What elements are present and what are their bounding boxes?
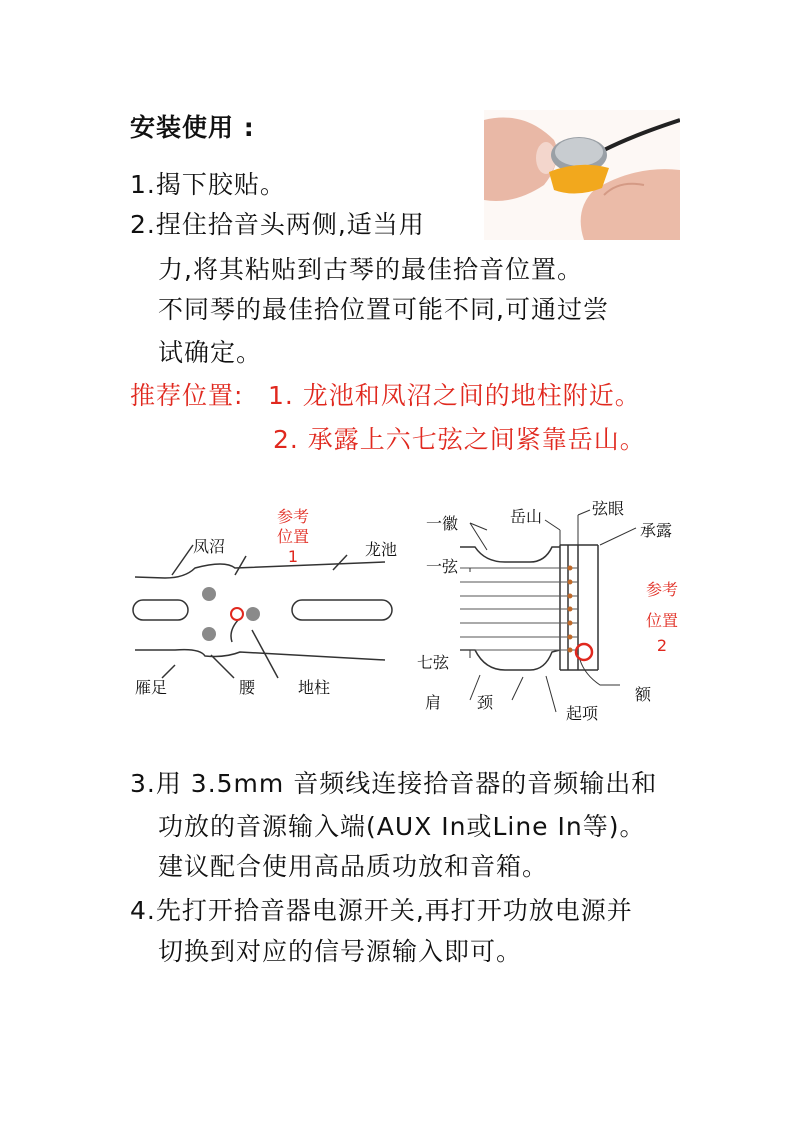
step-2-line-2: 力,将其粘贴到古琴的最佳拾音位置。: [158, 255, 583, 284]
label-ref2-a: 参考: [645, 580, 678, 599]
step-3-line-2: 功放的音源输入端(AUX In或Line In等)。: [158, 812, 646, 841]
step-2-line-3: 不同琴的最佳拾位置可能不同,可通过尝: [158, 295, 609, 324]
label-yihui: 一徽: [426, 514, 459, 533]
label-e: 额: [635, 685, 652, 704]
label-xianyan: 弦眼: [592, 499, 625, 518]
guqin-bottom-view: [133, 545, 392, 678]
guqin-head-view: [460, 545, 598, 670]
step-4-line-2: 切换到对应的信号源输入即可。: [158, 937, 523, 966]
recommend-label: 推荐位置:: [130, 381, 244, 410]
section-heading: 安装使用 :: [130, 113, 255, 142]
step-4-line-1: 4.先打开拾音器电源开关,再打开功放电源并: [130, 896, 633, 925]
step-2-line-1: 2.捏住拾音头两侧,适当用: [130, 210, 425, 239]
recommend-1: 1. 龙池和凤沼之间的地柱附近。: [268, 381, 641, 410]
step-3-line-1: 3.用 3.5mm 音频线连接拾音器的音频输出和: [130, 769, 658, 798]
guqin-diagram: [0, 490, 811, 740]
label-qixiang: 起项: [566, 704, 599, 723]
label-qixian: 七弦: [417, 653, 450, 672]
dizhu-pillar: [246, 607, 260, 621]
label-longchi: 龙池: [365, 540, 398, 559]
label-ref1-a: 参考: [276, 507, 309, 526]
label-jing: 颈: [477, 693, 494, 712]
label-yixian: 一弦: [426, 557, 459, 576]
yanzu-foot-top: [202, 587, 216, 601]
label-yao: 腰: [239, 678, 256, 697]
step-1: 1.揭下胶贴。: [130, 170, 286, 199]
pickup-photo: [484, 110, 680, 240]
label-jian: 肩: [425, 693, 442, 712]
label-yueshan: 岳山: [510, 507, 543, 526]
label-dizhu: 地柱: [298, 678, 331, 697]
label-ref2-c: 2: [656, 636, 668, 655]
step-2-line-4: 试确定。: [158, 338, 263, 367]
step-3-line-3: 建议配合使用高品质功放和音箱。: [158, 852, 549, 881]
ref-position-1-marker: [231, 608, 243, 620]
yanzu-foot-bottom: [202, 627, 216, 641]
label-ref1-c: 1: [287, 547, 299, 566]
recommend-2: 2. 承露上六七弦之间紧靠岳山。: [273, 425, 646, 454]
label-ref2-b: 位置: [645, 611, 678, 630]
label-yanzu: 雁足: [135, 678, 168, 697]
label-chenglu: 承露: [640, 521, 673, 540]
label-ref1-b: 位置: [276, 527, 309, 546]
label-fengzhao: 凤沼: [193, 537, 226, 556]
